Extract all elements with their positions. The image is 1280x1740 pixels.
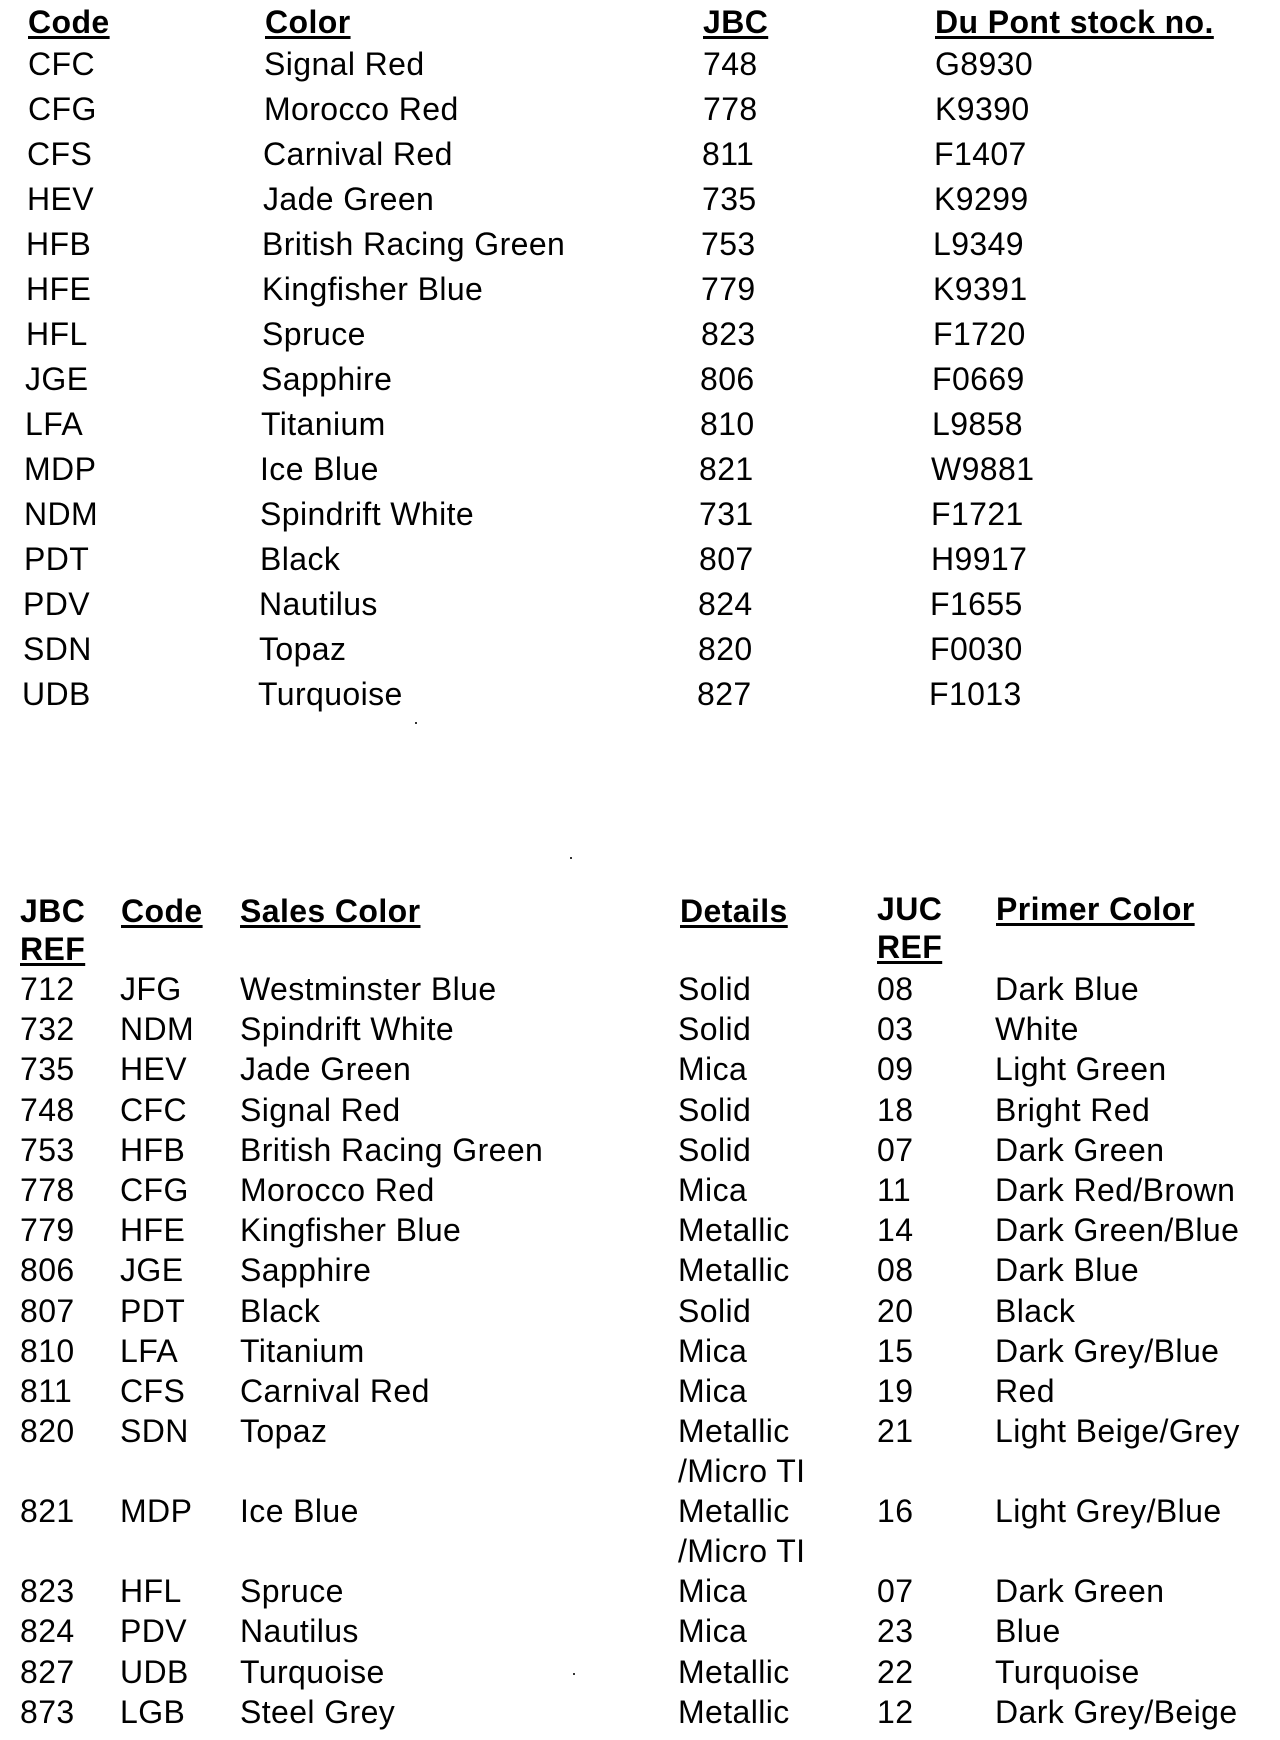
header-du-pont-stock-no: Du Pont stock no. <box>935 4 1214 40</box>
cell-details: Solid <box>678 1011 752 1047</box>
cell-jbc: 811 <box>702 136 755 172</box>
cell-juc-ref: 22 <box>877 1654 914 1690</box>
table-row <box>0 1210 1280 1250</box>
cell-du-pont-stock-no: F1407 <box>934 136 1027 172</box>
cell-color: Titanium <box>261 406 386 442</box>
header-color: Color <box>265 4 351 40</box>
cell-jbc: 827 <box>697 676 752 712</box>
table-row <box>0 1371 1280 1411</box>
cell-du-pont-stock-no: K9299 <box>934 181 1029 217</box>
cell-juc-ref: 19 <box>877 1373 914 1409</box>
cell-sales-color: Turquoise <box>240 1654 385 1690</box>
table-row <box>0 1611 1280 1651</box>
cell-color: Jade Green <box>263 181 435 217</box>
table-row <box>0 539 1280 583</box>
cell-code: PDV <box>120 1613 187 1649</box>
cell-juc-ref: 08 <box>877 971 914 1007</box>
cell-code: PDT <box>120 1293 186 1329</box>
cell-juc-ref: 07 <box>877 1132 914 1168</box>
cell-sales-color: Ice Blue <box>240 1493 359 1529</box>
table-row <box>0 269 1280 313</box>
table-row <box>0 584 1280 628</box>
table-row <box>0 1652 1280 1692</box>
cell-jbc: 824 <box>698 586 753 622</box>
cell-color: Morocco Red <box>264 91 459 127</box>
cell-details: Metallic /Micro TI <box>678 1493 806 1569</box>
table-row <box>0 404 1280 448</box>
cell-color: Spindrift White <box>260 496 475 532</box>
cell-code: CFC <box>120 1092 187 1128</box>
cell-jbc-ref: 820 <box>20 1413 75 1449</box>
cell-code: LFA <box>25 406 84 442</box>
cell-jbc-ref: 735 <box>20 1051 75 1087</box>
cell-details: Solid <box>678 1092 752 1128</box>
cell-color: Topaz <box>259 631 347 667</box>
cell-sales-color: Spruce <box>240 1573 344 1609</box>
cell-primer-color: Dark Blue <box>995 1252 1140 1288</box>
cell-juc-ref: 18 <box>877 1092 914 1128</box>
cell-du-pont-stock-no: K9391 <box>933 271 1028 307</box>
cell-jbc-ref: 732 <box>20 1011 75 1047</box>
cell-details: Solid <box>678 971 752 1007</box>
cell-jbc: 806 <box>700 361 755 397</box>
cell-jbc-ref: 873 <box>20 1694 75 1730</box>
cell-primer-color: Dark Green/Blue <box>995 1212 1240 1248</box>
cell-du-pont-stock-no: H9917 <box>931 541 1028 577</box>
cell-code: HFE <box>26 271 92 307</box>
table-row <box>0 1571 1280 1611</box>
cell-jbc: 823 <box>701 316 756 352</box>
cell-primer-color: Blue <box>995 1613 1061 1649</box>
cell-code: CFG <box>120 1172 189 1208</box>
cell-jbc: 748 <box>703 46 758 82</box>
cell-primer-color: Dark Green <box>995 1132 1165 1168</box>
cell-sales-color: British Racing Green <box>240 1132 544 1168</box>
cell-juc-ref: 15 <box>877 1333 914 1369</box>
table-row <box>0 1692 1280 1732</box>
cell-color: Sapphire <box>261 361 393 397</box>
cell-juc-ref: 21 <box>877 1413 914 1449</box>
cell-juc-ref: 07 <box>877 1573 914 1609</box>
cell-sales-color: Nautilus <box>240 1613 359 1649</box>
cell-primer-color: Red <box>995 1373 1055 1409</box>
header-juc-ref-top: JUC <box>877 891 943 927</box>
cell-sales-color: Jade Green <box>240 1051 412 1087</box>
cell-details: Solid <box>678 1293 752 1329</box>
cell-juc-ref: 14 <box>877 1212 914 1248</box>
cell-code: HFL <box>26 316 88 352</box>
cell-primer-color: Dark Blue <box>995 971 1140 1007</box>
cell-color: Carnival Red <box>263 136 453 172</box>
cell-details: Solid <box>678 1132 752 1168</box>
table-row <box>0 1491 1280 1571</box>
cell-juc-ref: 12 <box>877 1694 914 1730</box>
table-row <box>0 134 1280 178</box>
cell-code: HEV <box>120 1051 187 1087</box>
cell-jbc: 778 <box>703 91 758 127</box>
cell-primer-color: Dark Green <box>995 1573 1165 1609</box>
cell-details: Mica <box>678 1373 748 1409</box>
cell-code: MDP <box>24 451 97 487</box>
cell-jbc: 735 <box>702 181 757 217</box>
cell-code: SDN <box>23 631 92 667</box>
table-row <box>0 969 1280 1009</box>
cell-code: PDV <box>23 586 90 622</box>
cell-details: Metallic <box>678 1252 790 1288</box>
cell-color: British Racing Green <box>262 226 566 262</box>
cell-primer-color: Dark Grey/Blue <box>995 1333 1220 1369</box>
cell-juc-ref: 16 <box>877 1493 914 1529</box>
cell-details: Mica <box>678 1051 748 1087</box>
cell-color: Nautilus <box>259 586 378 622</box>
cell-code: JFG <box>120 971 182 1007</box>
cell-du-pont-stock-no: G8930 <box>935 46 1034 82</box>
cell-jbc-ref: 807 <box>20 1293 75 1329</box>
cell-jbc-ref: 753 <box>20 1132 75 1168</box>
cell-juc-ref: 23 <box>877 1613 914 1649</box>
cell-details: Mica <box>678 1333 748 1369</box>
table-row <box>0 359 1280 403</box>
cell-code: JGE <box>120 1252 184 1288</box>
cell-code: JGE <box>25 361 89 397</box>
cell-du-pont-stock-no: K9390 <box>935 91 1030 127</box>
table-row <box>0 1049 1280 1089</box>
cell-du-pont-stock-no: F1013 <box>929 676 1022 712</box>
cell-jbc: 820 <box>698 631 753 667</box>
cell-code: CFC <box>28 46 95 82</box>
cell-jbc: 810 <box>700 406 755 442</box>
cell-code: NDM <box>120 1011 195 1047</box>
cell-jbc-ref: 810 <box>20 1333 75 1369</box>
header-jbc-ref-bottom: REF <box>20 931 86 967</box>
cell-code: CFG <box>28 91 97 127</box>
cell-code: MDP <box>120 1493 193 1529</box>
cell-sales-color: Carnival Red <box>240 1373 430 1409</box>
cell-code: UDB <box>22 676 91 712</box>
table-row <box>0 1411 1280 1491</box>
header-code: Code <box>28 4 110 40</box>
cell-primer-color: Dark Grey/Beige <box>995 1694 1238 1730</box>
table-row <box>0 1331 1280 1371</box>
cell-jbc-ref: 827 <box>20 1654 75 1690</box>
cell-sales-color: Morocco Red <box>240 1172 435 1208</box>
cell-color: Ice Blue <box>260 451 379 487</box>
table-row <box>0 89 1280 133</box>
table-row <box>0 1009 1280 1049</box>
cell-sales-color: Titanium <box>240 1333 365 1369</box>
cell-jbc-ref: 779 <box>20 1212 75 1248</box>
cell-sales-color: Sapphire <box>240 1252 372 1288</box>
cell-du-pont-stock-no: F1655 <box>930 586 1023 622</box>
table-header-row <box>0 891 1280 971</box>
cell-details: Metallic <box>678 1212 790 1248</box>
header-jbc: JBC <box>703 4 769 40</box>
cell-jbc-ref: 748 <box>20 1092 75 1128</box>
cell-juc-ref: 03 <box>877 1011 914 1047</box>
cell-primer-color: Dark Red/Brown <box>995 1172 1236 1208</box>
table-row <box>0 629 1280 673</box>
table-row <box>0 314 1280 358</box>
cell-jbc-ref: 778 <box>20 1172 75 1208</box>
scan-speck <box>415 722 417 724</box>
header-jbc-ref-top: JBC <box>20 893 86 929</box>
cell-code: HFB <box>26 226 92 262</box>
cell-juc-ref: 20 <box>877 1293 914 1329</box>
cell-details: Mica <box>678 1613 748 1649</box>
cell-color: Kingfisher Blue <box>262 271 484 307</box>
cell-code: CFS <box>120 1373 186 1409</box>
cell-color: Black <box>260 541 341 577</box>
table-row <box>0 494 1280 538</box>
cell-sales-color: Spindrift White <box>240 1011 455 1047</box>
cell-code: LFA <box>120 1333 179 1369</box>
cell-details: Mica <box>678 1573 748 1609</box>
cell-sales-color: Kingfisher Blue <box>240 1212 462 1248</box>
cell-du-pont-stock-no: L9349 <box>933 226 1024 262</box>
cell-sales-color: Steel Grey <box>240 1694 396 1730</box>
cell-jbc: 821 <box>699 451 754 487</box>
cell-du-pont-stock-no: F0030 <box>930 631 1023 667</box>
table-row <box>0 1291 1280 1331</box>
table-row <box>0 449 1280 493</box>
cell-color: Signal Red <box>264 46 425 82</box>
cell-color: Turquoise <box>258 676 403 712</box>
cell-jbc-ref: 712 <box>20 971 75 1007</box>
cell-details: Mica <box>678 1172 748 1208</box>
header-juc-ref-bottom: REF <box>877 929 943 965</box>
header-primer-color: Primer Color <box>996 891 1195 927</box>
cell-jbc-ref: 823 <box>20 1573 75 1609</box>
cell-code: HFL <box>120 1573 182 1609</box>
cell-details: Metallic /Micro TI <box>678 1413 806 1489</box>
cell-primer-color: Light Green <box>995 1051 1167 1087</box>
cell-primer-color: Turquoise <box>995 1654 1140 1690</box>
cell-jbc-ref: 824 <box>20 1613 75 1649</box>
cell-du-pont-stock-no: F1720 <box>933 316 1026 352</box>
cell-code: UDB <box>120 1654 189 1690</box>
table-row <box>0 44 1280 88</box>
cell-jbc: 731 <box>699 496 754 532</box>
cell-du-pont-stock-no: F0669 <box>932 361 1025 397</box>
cell-primer-color: White <box>995 1011 1079 1047</box>
cell-primer-color: Bright Red <box>995 1092 1151 1128</box>
cell-jbc-ref: 811 <box>20 1373 73 1409</box>
cell-code: HEV <box>27 181 94 217</box>
cell-juc-ref: 11 <box>877 1172 912 1208</box>
cell-jbc-ref: 821 <box>20 1493 75 1529</box>
cell-code: SDN <box>120 1413 189 1449</box>
cell-juc-ref: 09 <box>877 1051 914 1087</box>
header-details: Details <box>680 893 788 929</box>
cell-code: HFB <box>120 1132 186 1168</box>
scan-speck <box>573 1673 575 1675</box>
cell-juc-ref: 08 <box>877 1252 914 1288</box>
cell-sales-color: Signal Red <box>240 1092 401 1128</box>
cell-jbc: 753 <box>701 226 756 262</box>
header-sales-color: Sales Color <box>240 893 421 929</box>
table-row <box>0 1250 1280 1290</box>
cell-details: Metallic <box>678 1654 790 1690</box>
cell-du-pont-stock-no: F1721 <box>931 496 1024 532</box>
cell-du-pont-stock-no: L9858 <box>932 406 1023 442</box>
cell-primer-color: Black <box>995 1293 1076 1329</box>
cell-code: CFS <box>27 136 93 172</box>
table-row <box>0 224 1280 268</box>
cell-code: HFE <box>120 1212 186 1248</box>
cell-code: NDM <box>24 496 99 532</box>
header-code: Code <box>121 893 203 929</box>
table-row <box>0 1090 1280 1130</box>
cell-du-pont-stock-no: W9881 <box>931 451 1035 487</box>
cell-primer-color: Light Grey/Blue <box>995 1493 1222 1529</box>
table-row <box>0 1170 1280 1210</box>
table-row <box>0 179 1280 223</box>
cell-primer-color: Light Beige/Grey <box>995 1413 1240 1449</box>
cell-sales-color: Westminster Blue <box>240 971 497 1007</box>
cell-color: Spruce <box>262 316 366 352</box>
scan-speck <box>570 857 572 859</box>
table-row <box>0 674 1280 718</box>
cell-code: LGB <box>120 1694 186 1730</box>
cell-details: Metallic <box>678 1694 790 1730</box>
table-row <box>0 1130 1280 1170</box>
table-header-row <box>0 2 1280 46</box>
cell-jbc: 779 <box>701 271 756 307</box>
cell-code: PDT <box>24 541 90 577</box>
cell-jbc-ref: 806 <box>20 1252 75 1288</box>
cell-jbc: 807 <box>699 541 754 577</box>
cell-sales-color: Black <box>240 1293 321 1329</box>
cell-sales-color: Topaz <box>240 1413 328 1449</box>
